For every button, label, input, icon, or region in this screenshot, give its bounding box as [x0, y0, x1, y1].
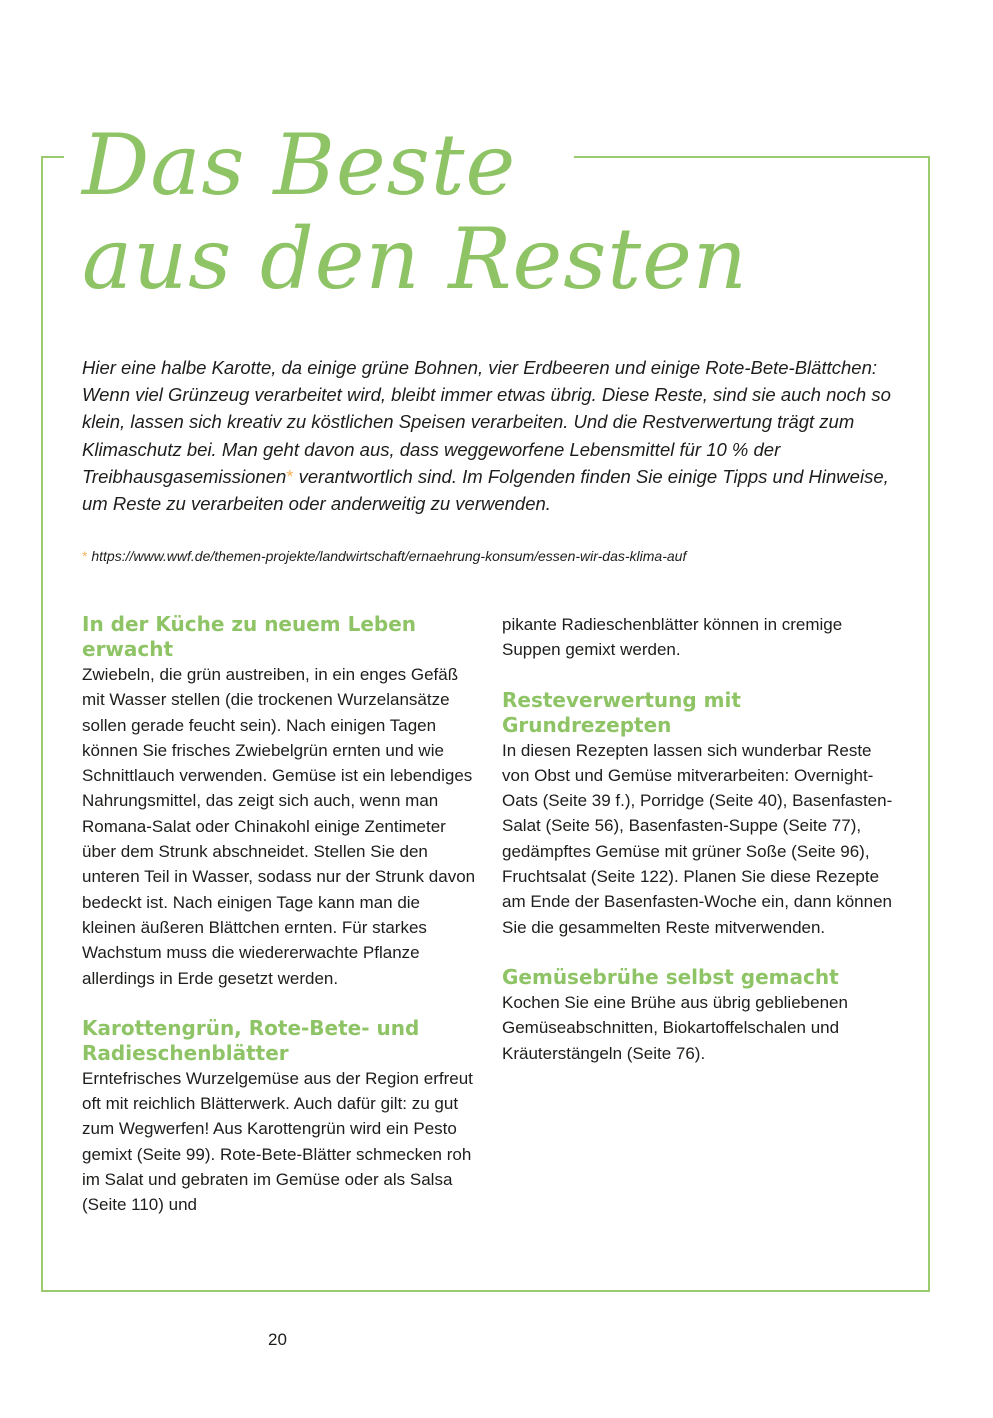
section-body: Erntefrisches Wurzelgemüse aus der Region erfreut oft mit reichlich Blätterwerk. Auch dafür gilt: zu gut zum Wegwerfen! Aus Karottengrün wird ein Pesto gemixt (Seite 99). Rote-Bete-Blätter schmecken roh im Salat und gebraten im Gemüse oder als Salsa (Seite 110) und — [82, 1068, 473, 1215]
page-title-line-1: Das Beste — [82, 116, 517, 214]
intro-text-end: verantwortlich sind. Im Folgenden finden Sie einige Tipps und Hinweise, um Reste zu verarbeiten oder anderweitig zu verwenden. — [82, 465, 889, 515]
section-greens-continued — [502, 612, 897, 663]
section-basic-recipes — [502, 688, 897, 940]
page-title-line-2: aus den Resten — [82, 210, 748, 308]
section-body: Zwiebeln, die grün austreiben, in ein enges Gefäß mit Wasser stellen (die trockenen Wurzelansätze sollen gerade feucht sein). Nach einigen Tagen können Sie frisches Zwiebelgrün ernten und wie Schnittlauch verwenden. Gemüse ist ein lebendiges Nahrungsmittel, das zeigt sich auch, wenn man Romana-Salat oder Chinakohl einige Zentimeter über dem Strunk abschneidet. Stellen Sie den unteren Teil in Wasser, sodass nur der Strunk davon bedeckt ist. Nach einigen Tage kann man die kleinen äußeren Blättchen ernten. Für starkes Wachstum muss die wiedererwachte Pflanze allerdings in Erde gesetzt werden. — [82, 665, 476, 988]
footnote-marker: * — [286, 465, 294, 487]
right-column — [502, 612, 897, 1091]
section-kitchen-regrow — [82, 612, 477, 991]
footnote-star: * — [82, 548, 88, 564]
section-body: Kochen Sie eine Brühe aus übrig gebliebenen Gemüseabschnitten, Biokartoffelschalen und Kräuterstängeln (Seite 76). — [502, 992, 848, 1063]
section-heading: In der Küche zu neuem Leben erwacht — [82, 612, 417, 661]
section-vegetable-broth — [502, 965, 897, 1066]
intro-text: Hier eine halbe Karotte, da einige grüne Bohnen, vier Erdbeeren und einige Rote-Bete-Blättchen: Wenn viel Grünzeug verarbeitet wird, bleibt immer etwas übrig. Diese Reste, sind sie auch noch so klein, lassen sich kreativ zu köstlichen Speisen verarbeiten. Und die Restverwertung trägt zum Klimaschutz bei. Man geht davon aus, dass weggeworfene Lebensmittel für 10 % der Treibhausgasemissionen — [82, 357, 891, 487]
section-heading: Gemüsebrühe selbst gemacht — [502, 964, 839, 989]
footnote — [82, 546, 902, 566]
page-number: 20 — [268, 1330, 287, 1349]
left-column — [82, 612, 477, 1243]
intro-paragraph — [82, 354, 892, 517]
section-body: In diesen Rezepten lassen sich wunderbar Reste von Obst und Gemüse mitverarbeiten: Overnight-Oats (Seite 39 f.), Porridge (Seite 40), Basenfasten-Salat (Seite 56), Basenfasten-Suppe (Seite 77), gedämpftes Gemüse mit grüner Soße (Seite 96), Fruchtsalat (Seite 122). Planen Sie diese Rezepte am Ende der Basenfasten-Woche ein, dann können Sie die gesammelten Reste mitverwenden. — [502, 740, 893, 937]
section-greens — [82, 1016, 477, 1218]
footnote-url: https://www.wwf.de/themen-projekte/landwirtschaft/ernaehrung-konsum/essen-wir-das-klima-auf — [87, 548, 687, 564]
page-title — [82, 118, 748, 306]
section-heading: Resteverwertung mit Grundrezepten — [502, 687, 741, 737]
section-heading: Karottengrün, Rote-Bete- und Radieschenblätter — [82, 1015, 420, 1065]
section-body-continuation: pikante Radieschenblätter können in cremige Suppen gemixt werden. — [502, 615, 843, 660]
